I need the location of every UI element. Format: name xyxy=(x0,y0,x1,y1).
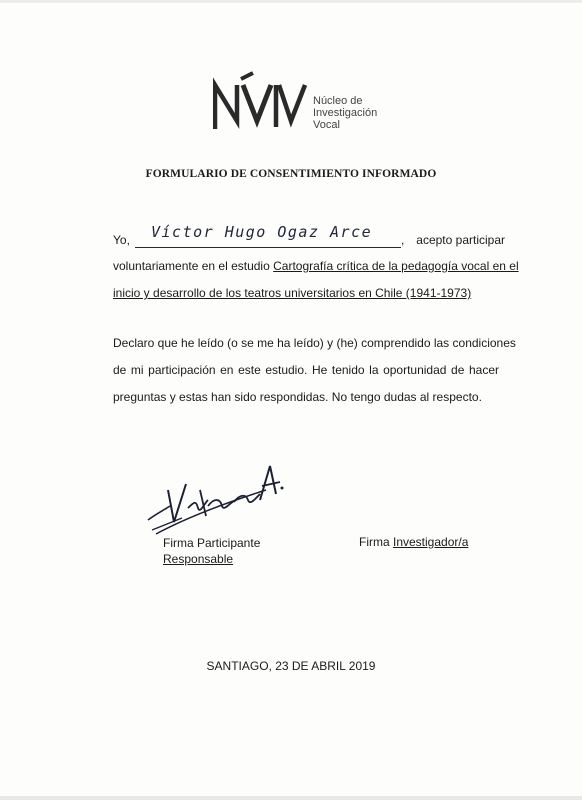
investigator-signature-label xyxy=(359,535,468,549)
participant-signature-label xyxy=(163,535,260,567)
study-title-part2: inicio y desarrollo de los teatros universitarios en Chile (1941-1973) xyxy=(113,286,472,300)
logo-line-3: Vocal xyxy=(313,119,340,131)
accept-text: acepto participar xyxy=(416,233,505,247)
declaration-line-3: preguntas y estas han sido respondidas. No tengo dudas al respecto. xyxy=(113,390,482,404)
participant-label-line2: Responsable xyxy=(163,552,234,566)
participant-name-field[interactable] xyxy=(135,221,401,248)
study-title-line2 xyxy=(113,286,471,300)
participant-name-handwritten: Víctor Hugo Ogaz Arce xyxy=(151,223,373,241)
investigator-prefix: Firma xyxy=(359,535,393,549)
name-comma: , xyxy=(401,233,405,247)
yo-label: Yo, xyxy=(113,233,130,247)
study-title-part1: Cartografía crítica de la pedagogía vocal en el xyxy=(273,259,519,273)
logo-name xyxy=(313,95,377,131)
date-place: SANTIAGO, 23 DE ABRIL 2019 xyxy=(206,659,376,673)
form-title: FORMULARIO DE CONSENTIMIENTO INFORMADO xyxy=(145,168,437,180)
participant-label-line1: Firma Participante xyxy=(163,536,261,550)
declaration-paragraph xyxy=(113,330,516,411)
declaration-line-2: de mi participación en este estudio. He tenido la oportunidad de hacer xyxy=(113,363,499,377)
logo-line-1: Núcleo de xyxy=(313,95,363,107)
investigator-label: Investigador/a xyxy=(393,535,469,549)
declaration-line-1: Declaro que he leído (o se me ha leído) y (he) comprendido las condiciones xyxy=(113,336,516,350)
participant-signature xyxy=(142,460,292,540)
voluntary-text: voluntariamente en el estudio xyxy=(113,259,270,273)
logo-line-2: Investigación xyxy=(313,107,378,119)
nucleo-logo xyxy=(213,69,307,131)
scan-edge-top xyxy=(0,0,582,3)
scan-edge-bottom xyxy=(0,796,582,800)
participant-name-line xyxy=(113,223,505,249)
voluntary-line xyxy=(113,259,519,273)
